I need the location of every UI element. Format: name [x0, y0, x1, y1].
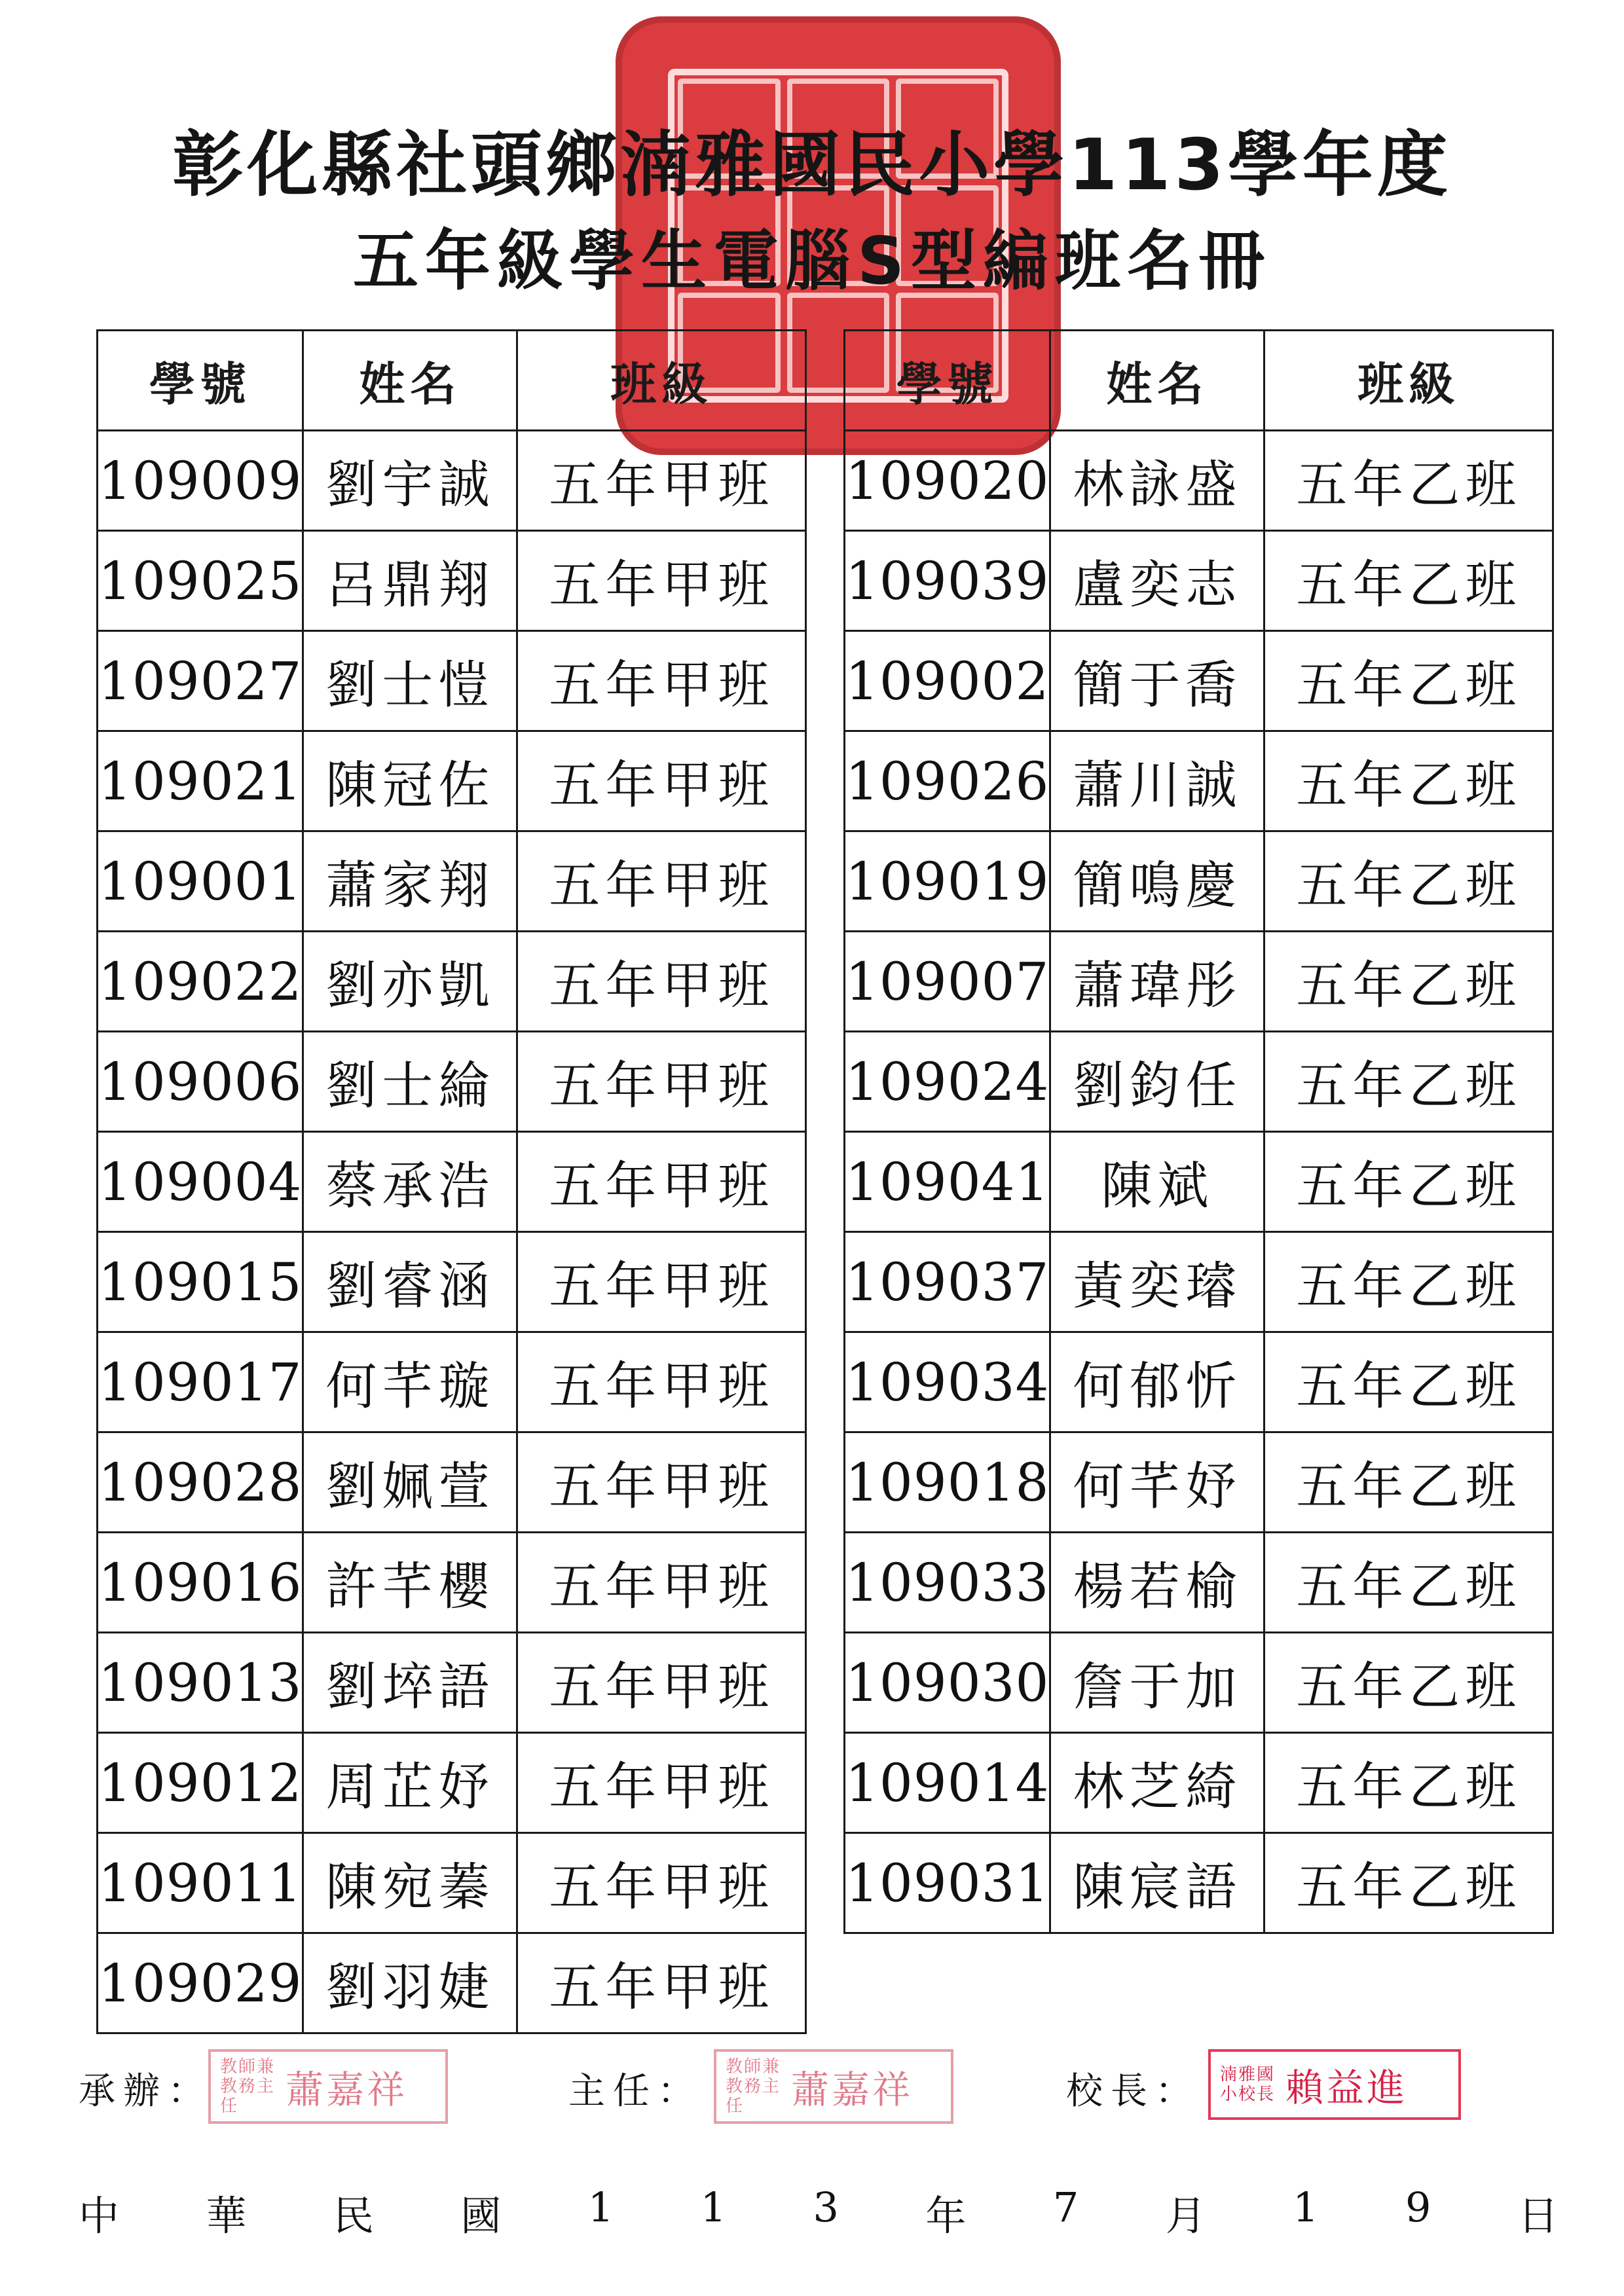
class-cell: 五年甲班 [517, 731, 806, 831]
document-title: 彰化縣社頭鄉湳雅國民小學113學年度 [172, 124, 1452, 206]
class-cell: 五年甲班 [517, 1533, 806, 1633]
student-name-cell: 劉亦凱 [303, 932, 517, 1032]
stamp-name: 賴益進 [1285, 2066, 1408, 2110]
header-class: 班級 [517, 331, 806, 431]
date-char: 中 [79, 2192, 120, 2240]
class-cell: 五年甲班 [517, 1332, 806, 1432]
student-id-cell: 109011 [98, 1833, 303, 1933]
table-row [845, 1432, 1553, 1533]
class-cell: 五年甲班 [517, 531, 806, 631]
student-name-cell: 許芊櫻 [303, 1533, 517, 1633]
student-name-cell: 蕭家翔 [303, 831, 517, 932]
student-name-cell: 呂鼎翔 [303, 531, 517, 631]
student-name-cell: 詹于加 [1050, 1633, 1264, 1733]
date-char: 7 [1052, 2183, 1079, 2231]
student-id-cell: 109001 [98, 831, 303, 932]
table-row [98, 932, 806, 1032]
class-cell: 五年乙班 [1264, 1132, 1553, 1232]
class-cell: 五年乙班 [1264, 1533, 1553, 1633]
roster-table-left [96, 329, 807, 2034]
table-row [845, 1332, 1553, 1432]
table-row [845, 1733, 1553, 1833]
date-char: 國 [460, 2192, 502, 2240]
table-row [845, 1533, 1553, 1633]
class-cell: 五年甲班 [517, 1933, 806, 2033]
table-header-row [98, 331, 806, 431]
table-row [98, 431, 806, 531]
class-cell: 五年乙班 [1264, 1833, 1553, 1933]
student-name-cell: 劉羽婕 [303, 1933, 517, 2033]
class-cell: 五年甲班 [517, 631, 806, 731]
document-date [79, 2183, 1559, 2242]
student-id-cell: 109007 [845, 932, 1050, 1032]
table-row [845, 731, 1553, 831]
table-row [98, 1833, 806, 1933]
student-id-cell: 109037 [845, 1232, 1050, 1332]
student-id-cell: 109025 [98, 531, 303, 631]
class-cell: 五年乙班 [1264, 831, 1553, 932]
student-name-cell: 劉宇誠 [303, 431, 517, 531]
class-cell: 五年乙班 [1264, 1332, 1553, 1432]
document-subtitle: 五年級學生電腦S型編班名冊 [352, 223, 1272, 299]
student-id-cell: 109021 [98, 731, 303, 831]
student-id-cell: 109029 [98, 1933, 303, 2033]
student-id-cell: 109006 [98, 1032, 303, 1132]
table-row [98, 731, 806, 831]
student-name-cell: 林芝綺 [1050, 1733, 1264, 1833]
table-row [98, 831, 806, 932]
date-char: 3 [813, 2183, 839, 2231]
student-name-cell: 楊若榆 [1050, 1533, 1264, 1633]
table-row [98, 1733, 806, 1833]
student-name-cell: 劉埣語 [303, 1633, 517, 1733]
header-student-id: 學號 [98, 331, 303, 431]
stamp-name: 蕭嘉祥 [286, 2068, 408, 2112]
student-name-cell: 蔡承浩 [303, 1132, 517, 1232]
student-name-cell: 蕭瑋彤 [1050, 932, 1264, 1032]
table-row [98, 531, 806, 631]
stamp-title: 教師兼教務主任 [726, 2057, 781, 2116]
table-row [98, 1633, 806, 1733]
class-cell: 五年甲班 [517, 1432, 806, 1533]
class-cell: 五年甲班 [517, 1032, 806, 1132]
date-char: 月 [1165, 2192, 1206, 2240]
student-name-cell: 何芊璇 [303, 1332, 517, 1432]
table-row [845, 431, 1553, 531]
student-id-cell: 109014 [845, 1733, 1050, 1833]
table-row [98, 1332, 806, 1432]
stamp-title: 湳雅國小校長 [1220, 2065, 1276, 2104]
stamp-name: 蕭嘉祥 [791, 2068, 913, 2112]
handler-signature-stamp [208, 2049, 448, 2124]
student-id-cell: 109012 [98, 1733, 303, 1833]
student-id-cell: 109016 [98, 1533, 303, 1633]
class-cell: 五年乙班 [1264, 631, 1553, 731]
date-char: 1 [1293, 2183, 1319, 2231]
header-class: 班級 [1264, 331, 1553, 431]
student-name-cell: 周芷妤 [303, 1733, 517, 1833]
table-row [845, 1833, 1553, 1933]
date-char: 年 [925, 2192, 967, 2240]
student-id-cell: 109027 [98, 631, 303, 731]
table-row [845, 1132, 1553, 1232]
student-name-cell: 劉士綸 [303, 1032, 517, 1132]
class-cell: 五年乙班 [1264, 1032, 1553, 1132]
student-id-cell: 109028 [98, 1432, 303, 1533]
student-name-cell: 劉姵萱 [303, 1432, 517, 1533]
table-row [98, 1032, 806, 1132]
principal-label: 校長： [1066, 2070, 1200, 2113]
student-id-cell: 109031 [845, 1833, 1050, 1933]
date-char: 1 [587, 2183, 614, 2231]
student-name-cell: 陳宸語 [1050, 1833, 1264, 1933]
class-cell: 五年甲班 [517, 1132, 806, 1232]
student-id-cell: 109013 [98, 1633, 303, 1733]
student-name-cell: 陳宛蓁 [303, 1833, 517, 1933]
table-row [98, 1232, 806, 1332]
student-id-cell: 109015 [98, 1232, 303, 1332]
student-id-cell: 109033 [845, 1533, 1050, 1633]
student-name-cell: 何芊妤 [1050, 1432, 1264, 1533]
student-id-cell: 109019 [845, 831, 1050, 932]
student-name-cell: 陳斌 [1050, 1132, 1264, 1232]
student-id-cell: 109009 [98, 431, 303, 531]
class-cell: 五年乙班 [1264, 531, 1553, 631]
class-cell: 五年甲班 [517, 431, 806, 531]
roster-table-right [843, 329, 1554, 1934]
header-name: 姓名 [1050, 331, 1264, 431]
student-id-cell: 109002 [845, 631, 1050, 731]
table-row [98, 1533, 806, 1633]
class-cell: 五年乙班 [1264, 1232, 1553, 1332]
student-id-cell: 109024 [845, 1032, 1050, 1132]
student-name-cell: 簡于喬 [1050, 631, 1264, 731]
principal-signature-stamp [1208, 2049, 1461, 2120]
table-row [98, 1132, 806, 1232]
student-id-cell: 109022 [98, 932, 303, 1032]
student-id-cell: 109026 [845, 731, 1050, 831]
student-name-cell: 劉士愷 [303, 631, 517, 731]
class-cell: 五年乙班 [1264, 1733, 1553, 1833]
table-row [845, 1232, 1553, 1332]
student-id-cell: 109034 [845, 1332, 1050, 1432]
class-cell: 五年甲班 [517, 1633, 806, 1733]
student-id-cell: 109030 [845, 1633, 1050, 1733]
table-row [98, 1933, 806, 2033]
table-header-row [845, 331, 1553, 431]
student-name-cell: 黃奕璿 [1050, 1232, 1264, 1332]
student-name-cell: 劉睿涵 [303, 1232, 517, 1332]
class-cell: 五年乙班 [1264, 932, 1553, 1032]
class-cell: 五年甲班 [517, 1833, 806, 1933]
student-name-cell: 林詠盛 [1050, 431, 1264, 531]
date-char: 1 [700, 2183, 727, 2231]
student-id-cell: 109017 [98, 1332, 303, 1432]
table-row [98, 631, 806, 731]
student-id-cell: 109039 [845, 531, 1050, 631]
student-name-cell: 簡鳴慶 [1050, 831, 1264, 932]
date-char: 華 [206, 2192, 247, 2240]
class-cell: 五年甲班 [517, 1733, 806, 1833]
stamp-title: 教師兼教務主任 [220, 2057, 276, 2116]
student-name-cell: 陳冠佐 [303, 731, 517, 831]
handler-label: 承辦： [79, 2070, 212, 2113]
date-char: 9 [1405, 2183, 1431, 2231]
director-label: 主任： [568, 2070, 702, 2113]
class-cell: 五年乙班 [1264, 731, 1553, 831]
class-cell: 五年乙班 [1264, 1633, 1553, 1733]
table-row [845, 531, 1553, 631]
student-name-cell: 蕭川誠 [1050, 731, 1264, 831]
header-name: 姓名 [303, 331, 517, 431]
table-row [98, 1432, 806, 1533]
table-row [845, 1032, 1553, 1132]
class-cell: 五年甲班 [517, 932, 806, 1032]
student-name-cell: 盧奕志 [1050, 531, 1264, 631]
header-student-id: 學號 [845, 331, 1050, 431]
table-row [845, 631, 1553, 731]
student-id-cell: 109020 [845, 431, 1050, 531]
date-char: 日 [1517, 2192, 1559, 2240]
class-cell: 五年甲班 [517, 1232, 806, 1332]
director-signature-stamp [714, 2049, 953, 2124]
class-cell: 五年甲班 [517, 831, 806, 932]
table-row [845, 1633, 1553, 1733]
table-row [845, 932, 1553, 1032]
student-name-cell: 何郁忻 [1050, 1332, 1264, 1432]
table-row [845, 831, 1553, 932]
student-id-cell: 109018 [845, 1432, 1050, 1533]
student-id-cell: 109041 [845, 1132, 1050, 1232]
student-id-cell: 109004 [98, 1132, 303, 1232]
class-cell: 五年乙班 [1264, 431, 1553, 531]
student-name-cell: 劉鈞任 [1050, 1032, 1264, 1132]
class-cell: 五年乙班 [1264, 1432, 1553, 1533]
date-char: 民 [333, 2192, 374, 2240]
